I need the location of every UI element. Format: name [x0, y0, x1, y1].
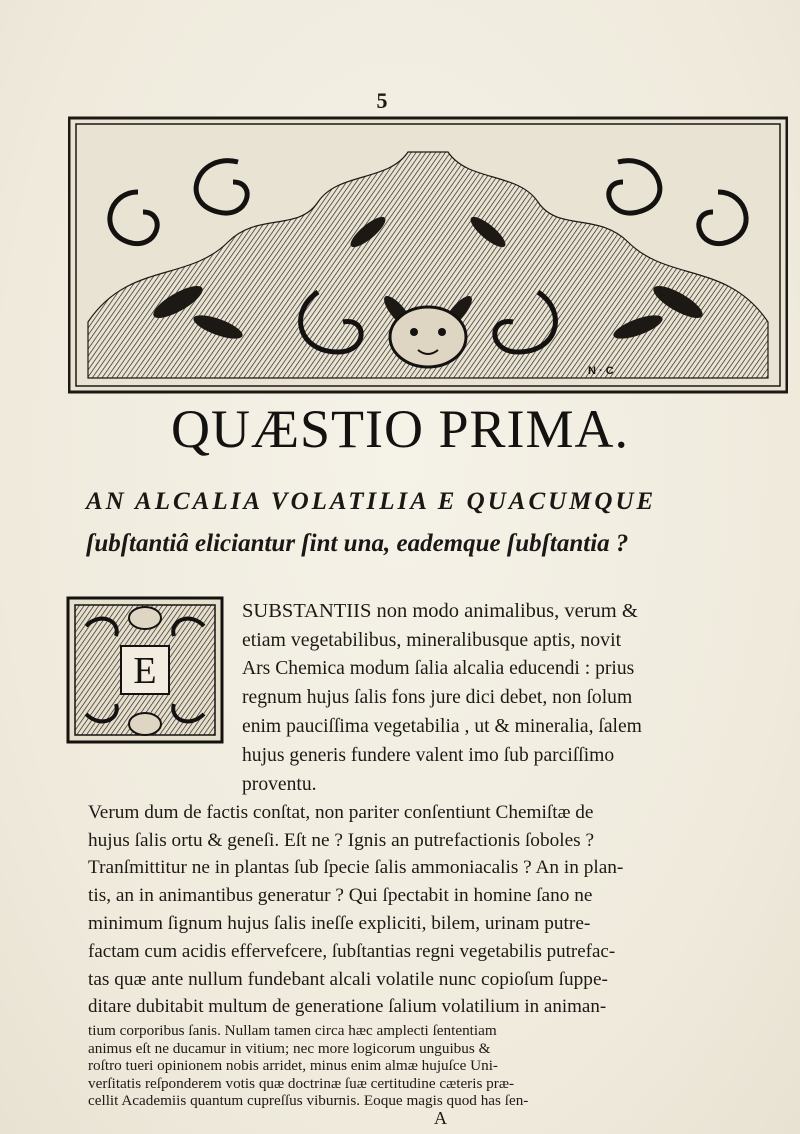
text-line: factam cum acidis effervefcere, ſubſtantias regni vegetabilis putrefac- — [88, 940, 616, 962]
text-line: SUBSTANTIIS non modo animalibus, verum & — [242, 600, 638, 622]
text-line: regnum hujus ſalis fons jure dici debet, non ſolum — [242, 687, 633, 708]
page-title: QUÆSTIO PRIMA. — [171, 399, 630, 459]
subtitle-line-2: ſubſtantiâ eliciantur ſint una, eademque ſubſtantia ? — [86, 530, 629, 557]
text-line: hujus generis fundere valent imo ſub parciſſimo — [242, 745, 615, 766]
text-line: Verum dum de factis conſtat, non pariter conſentiunt Chemiſtæ de — [88, 801, 594, 823]
text-line: ditare dubitabit multum de generatione ſalium volatilium in animan- — [88, 996, 607, 1018]
text-line: proventu. — [242, 774, 317, 795]
subtitle-line-1: AN ALCALIA VOLATILIA E QUACUMQUE — [86, 488, 657, 515]
headpiece-monogram: N · C — [588, 365, 614, 377]
text-line: verſitatis reſponderem votis quæ doctrinæ ſuæ certitudine cæteris præ- — [88, 1074, 515, 1092]
text-line: enim pauciſſima vegetabilia , ut & mineralia, ſalem — [242, 716, 642, 737]
text-line: tium corporibus ſanis. Nullam tamen circa hæc amplecti ſententiam — [88, 1022, 497, 1039]
text-line: Tranſmittitur ne in plantas ſub ſpecie ſalis ammoniacalis ? An in plan- — [88, 857, 624, 879]
catchword: A — [434, 1107, 447, 1128]
text-line: Ars Chemica modum ſalia alcalia educendi : prius — [242, 658, 635, 679]
text-line: roſtro tueri opinionem nobis arridet, minus enim almæ hujuſce Uni- — [88, 1057, 498, 1074]
text-line: tis, an in animantibus generatur ? Qui ſpectabit in homine ſano ne — [88, 885, 593, 907]
text-line: minimum ſignum hujus ſalis ineſſe expliciti, bilem, urinam putre- — [88, 913, 591, 934]
decorative-headpiece — [68, 112, 788, 394]
text-line: etiam vegetabilibus, mineralibusque aptis, novit — [242, 629, 622, 651]
text-line: tas quæ ante nullum fundebant alcali volatile nunc copioſum ſuppe- — [88, 968, 608, 990]
text-line: hujus ſalis ortu & geneſi. Eſt ne ? Ignis an putrefactionis ſoboles ? — [88, 829, 595, 851]
decorated-initial — [66, 596, 224, 744]
text-line: cellit Academiis quantum cupreſſus viburnis. Eoque magis quod has ſen- — [88, 1092, 529, 1109]
page-number: 5 — [376, 88, 388, 113]
initial-letter: E — [133, 650, 157, 692]
text-line: animus eſt ne ducamur in vitium; nec more logicorum unguibus & — [88, 1039, 491, 1057]
